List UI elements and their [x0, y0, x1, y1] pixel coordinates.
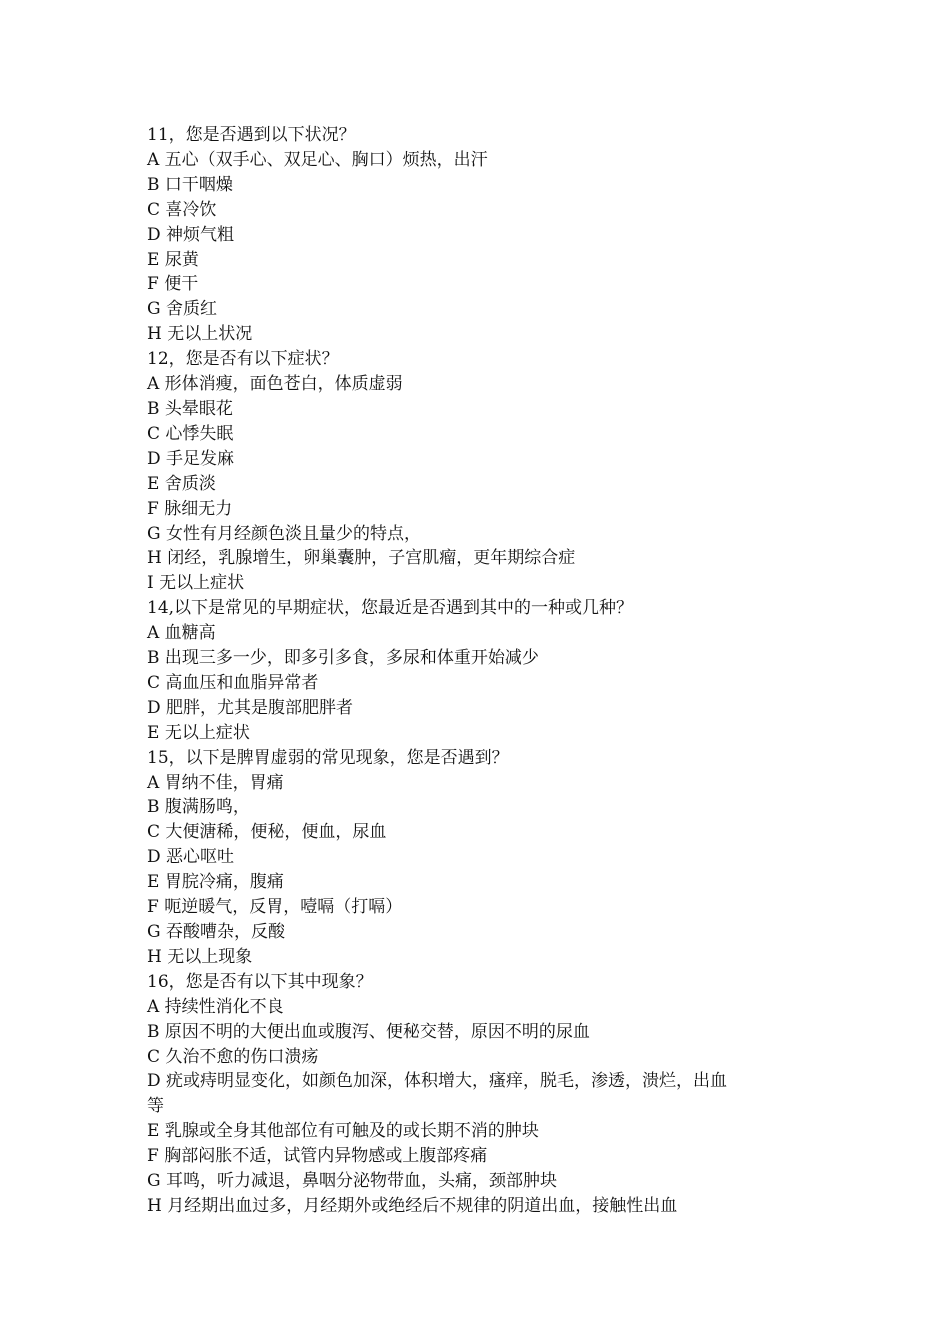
question-16-option-g: G 耳鸣，听力减退，鼻咽分泌物带血，头痛，颈部肿块: [147, 1171, 557, 1192]
question-15-option-b: B 腹满肠鸣，: [147, 797, 250, 818]
question-16-option-e: E 乳腺或全身其他部位有可触及的或长期不消的肿块: [147, 1121, 539, 1142]
question-12-option-f: F 脉细无力: [147, 498, 233, 519]
question-11-option-g: G 舍质红: [147, 299, 217, 320]
question-11-option-f: F 便干: [147, 274, 199, 295]
question-16-option-d: D 疣或痔明显变化，如颜色加深，体积增大，瘙痒，脱毛，渗透，溃烂，出血: [147, 1071, 728, 1092]
question-11-option-d: D 神烦气粗: [147, 224, 235, 245]
question-12-option-i: I 无以上症状: [147, 573, 245, 594]
question-14-option-c: C 高血压和血脂异常者: [147, 672, 319, 693]
question-14-option-d: D 肥胖，尤其是腹部肥胖者: [147, 697, 354, 718]
question-15-option-d: D 恶心呕吐: [147, 847, 235, 868]
question-12-option-c: C 心悸失眠: [147, 423, 234, 444]
question-16-title: 16，您是否有以下其中现象？: [147, 971, 373, 992]
question-11-option-b: B 口干咽燥: [147, 174, 233, 195]
question-16-option-c: C 久治不愈的伤口溃疡: [147, 1046, 319, 1067]
question-16-option-f: F 胸部闷胀不适，试管内异物感或上腹部疼痛: [147, 1146, 488, 1167]
question-12-option-e: E 舍质淡: [147, 473, 216, 494]
question-11-option-e: E 尿黄: [147, 249, 199, 270]
question-15-option-a: A 胃纳不佳，胃痛: [147, 772, 284, 793]
question-11-option-h: H 无以上状况: [147, 324, 253, 345]
question-14-title: 14,以下是常见的早期症状，您最近是否遇到其中的一种或几种？: [147, 598, 634, 619]
question-14-option-b: B 出现三多一少，即多引多食，多尿和体重开始减少: [147, 648, 539, 669]
question-15-option-f: F 呃逆暖气，反胃，噎嗝（打嗝）: [147, 897, 403, 918]
question-12-title: 12，您是否有以下症状？: [147, 349, 339, 370]
question-15-option-g: G 吞酸嘈杂，反酸: [147, 922, 285, 942]
question-12-option-g: G 女性有月经颜色淡且量少的特点，: [147, 523, 421, 544]
question-15-option-c: C 大便溏稀，便秘，便血，尿血: [147, 822, 387, 843]
question-16-option-h: H 月经期出血过多，月经期外或绝经后不规律的阴道出血，接触性出血: [147, 1195, 678, 1216]
question-15-option-e: E 胃脘冷痛，腹痛: [147, 872, 284, 893]
question-11-option-c: C 喜冷饮: [147, 199, 217, 220]
question-15-option-h: H 无以上现象: [147, 946, 253, 967]
question-14-option-e: E 无以上症状: [147, 722, 250, 743]
question-16-option-d-continued: 等: [147, 1096, 164, 1117]
question-12-option-d: D 手足发麻: [147, 448, 235, 469]
question-12-option-a: A 形体消瘦，面色苍白，体质虚弱: [147, 374, 403, 395]
document-body: [147, 123, 807, 1219]
question-12-option-b: B 头晕眼花: [147, 398, 233, 419]
question-11-title: 11，您是否遇到以下状况？: [147, 125, 356, 145]
question-15-title: 15，以下是脾胃虚弱的常见现象，您是否遇到？: [147, 747, 509, 768]
question-16-option-a: A 持续性消化不良: [147, 996, 284, 1017]
question-16-option-b: B 原因不明的大便出血或腹泻、便秘交替，原因不明的尿血: [147, 1021, 590, 1042]
question-12-option-h: H 闭经，乳腺增生，卵巢囊肿，子宫肌瘤，更年期综合症: [147, 548, 576, 569]
question-14-option-a: A 血糖高: [147, 623, 216, 644]
question-11-option-a: A 五心（双手心、双足心、胸口）烦热，出汗: [147, 149, 488, 170]
